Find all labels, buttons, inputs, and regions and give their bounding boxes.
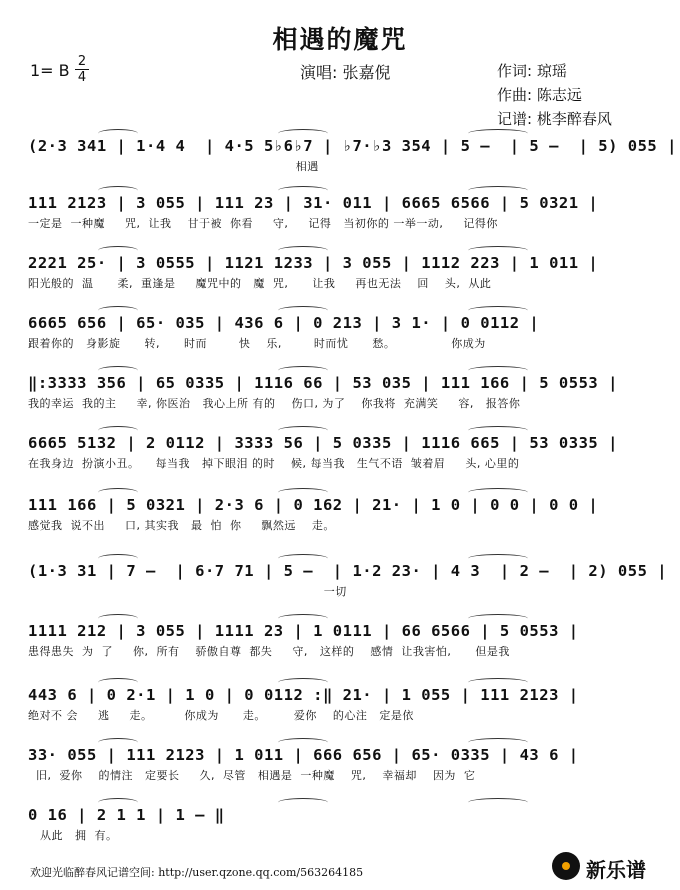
slur-arc xyxy=(468,129,528,138)
slur-arc xyxy=(98,129,138,138)
lyric-line: 从此 拥 有。 xyxy=(28,829,118,842)
lyric-line: 相遇 xyxy=(28,160,319,173)
score-row xyxy=(28,135,677,175)
score-row xyxy=(28,560,668,600)
slur-arc xyxy=(98,366,138,375)
slur-arc xyxy=(98,426,138,435)
slur-arc xyxy=(98,614,138,623)
score-row xyxy=(28,744,648,784)
lyricist-credit: 作词: 琼瑶 xyxy=(497,62,567,80)
lyric-line: 绝对不 会 逃 走。 你成为 走。 爱你 的心注 定是依 xyxy=(28,709,414,722)
slur-arc xyxy=(278,614,328,623)
slur-arc xyxy=(98,186,138,195)
slur-arc xyxy=(278,186,328,195)
score-row xyxy=(28,684,648,724)
slur-arc xyxy=(278,426,328,435)
score-row xyxy=(28,494,648,534)
slur-arc xyxy=(98,488,138,497)
site-logo xyxy=(548,848,676,886)
slur-arc xyxy=(468,366,528,375)
score-row xyxy=(28,432,648,472)
lyric-line: 一切 xyxy=(28,585,347,598)
key-signature: 1= B xyxy=(30,61,70,80)
slur-arc xyxy=(278,129,328,138)
slur-arc xyxy=(468,426,528,435)
lyric-line: 感觉我 说不出 口, 其实我 最 怕 你 飘然远 走。 xyxy=(28,519,335,532)
score-row xyxy=(28,620,648,660)
slur-arc xyxy=(278,306,328,315)
notation-line: (1·3 31 | 7 – | 6·7 71 | 5 – | 1·2 23· | 4 3 | 2 – | 2) 055 | xyxy=(28,562,668,580)
slur-arc xyxy=(98,738,138,747)
lyric-line: 跟着你的 身影旋 转, 时而 快 乐, 时而忧 愁。 你成为 xyxy=(28,337,486,350)
notation-line: 443 6 | 0 2·1 | 1 0 | 0 0112 :‖ 21· | 1 055 | 111 2123 | xyxy=(28,686,579,704)
transcriber-credit: 记谱: 桃李醉春风 xyxy=(497,110,612,128)
notation-line: 1111 212 | 3 055 | 1111 23 | 1 0111 | 66 6566 | 5 0553 | xyxy=(28,622,579,640)
lyric-line: 患得患失 为 了 你, 所有 骄傲自尊 都失 守, 这样的 感情 让我害怕, 但是我 xyxy=(28,645,510,658)
score-row xyxy=(28,252,648,292)
slur-arc xyxy=(468,738,528,747)
slur-arc xyxy=(468,614,528,623)
slur-arc xyxy=(278,678,328,687)
slur-arc xyxy=(468,554,528,563)
notation-line: 2221 25· | 3 0555 | 1121 1233 | 3 055 | 1112 223 | 1 011 | xyxy=(28,254,599,272)
lyric-line: 阳光般的 温 柔, 重逢是 魔咒中的 魔 咒, 让我 再也无法 回 头, 从此 xyxy=(28,277,492,290)
vinyl-icon xyxy=(552,852,580,880)
score-row xyxy=(28,804,648,844)
slur-arc xyxy=(468,678,528,687)
slur-arc xyxy=(98,306,138,315)
time-signature xyxy=(75,55,89,84)
notation-line: 111 166 | 5 0321 | 2·3 6 | 0 162 | 21· | 1 0 | 0 0 | 0 0 | xyxy=(28,496,599,514)
slur-arc xyxy=(98,554,138,563)
notation-line: ‖:3333 356 | 65 0335 | 1116 66 | 53 035 | 111 166 | 5 0553 | xyxy=(28,374,618,392)
slur-arc xyxy=(98,678,138,687)
song-title: 相遇的魔咒 xyxy=(272,25,408,54)
notation-line: 6665 5132 | 2 0112 | 3333 56 | 5 0335 | 1116 665 | 53 0335 | xyxy=(28,434,618,452)
time-sig-top: 2 xyxy=(77,54,87,69)
notation-line: 111 2123 | 3 055 | 111 23 | 31· 011 | 6665 6566 | 5 0321 | xyxy=(28,194,599,212)
notation-line: 0 16 | 2 1 1 | 1 – ‖ xyxy=(28,806,225,824)
slur-arc xyxy=(98,246,138,255)
score-row xyxy=(28,312,648,352)
score-row xyxy=(28,192,648,232)
slur-arc xyxy=(278,366,328,375)
notation-line: (2·3 341 | 1·4 4 | 4·5 5♭6♭7 | ♭7·♭3 354 | 5 – | 5 – | 5) 055 | xyxy=(28,137,677,155)
slur-arc xyxy=(278,246,328,255)
time-sig-bottom: 4 xyxy=(77,70,87,85)
composer-credit: 作曲: 陈志远 xyxy=(497,86,582,104)
logo-text: 新乐谱 xyxy=(586,858,646,882)
lyric-line: 在我身边 扮演小丑。 每当我 掉下眼泪 的时 候, 每当我 生气不语 皱着眉 头, 心里的 xyxy=(28,457,520,470)
notation-line: 6665 656 | 65· 035 | 436 6 | 0 213 | 3 1· | 0 0112 | xyxy=(28,314,540,332)
footer-text: 欢迎光临醉春风记谱空间: http://user.qzone.qq.com/563264185 xyxy=(30,866,364,879)
singer-credit: 演唱: 张嘉倪 xyxy=(300,63,391,82)
slur-arc xyxy=(468,306,528,315)
lyric-line: 一定是 一种魔 咒, 让我 甘于被 你看 守, 记得 当初你的 一举一动, 记得你 xyxy=(28,217,498,230)
slur-arc xyxy=(468,246,528,255)
slur-arc xyxy=(468,186,528,195)
slur-arc xyxy=(278,798,328,807)
slur-arc xyxy=(468,488,528,497)
notation-line: 33· 055 | 111 2123 | 1 011 | 666 656 | 65· 0335 | 43 6 | xyxy=(28,746,579,764)
slur-arc xyxy=(98,798,138,807)
score-row xyxy=(28,372,648,412)
lyric-line: 我的幸运 我的主 幸, 你医治 我心上所 有的 伤口, 为了 你我将 充满笑 容, 报答你 xyxy=(28,397,521,410)
slur-arc xyxy=(278,488,328,497)
slur-arc xyxy=(278,738,328,747)
slur-arc xyxy=(468,798,528,807)
lyric-line: 旧, 爱你 的情注 定要长 久, 尽管 相遇是 一种魔 咒, 幸福却 因为 它 xyxy=(28,769,476,782)
slur-arc xyxy=(278,554,328,563)
